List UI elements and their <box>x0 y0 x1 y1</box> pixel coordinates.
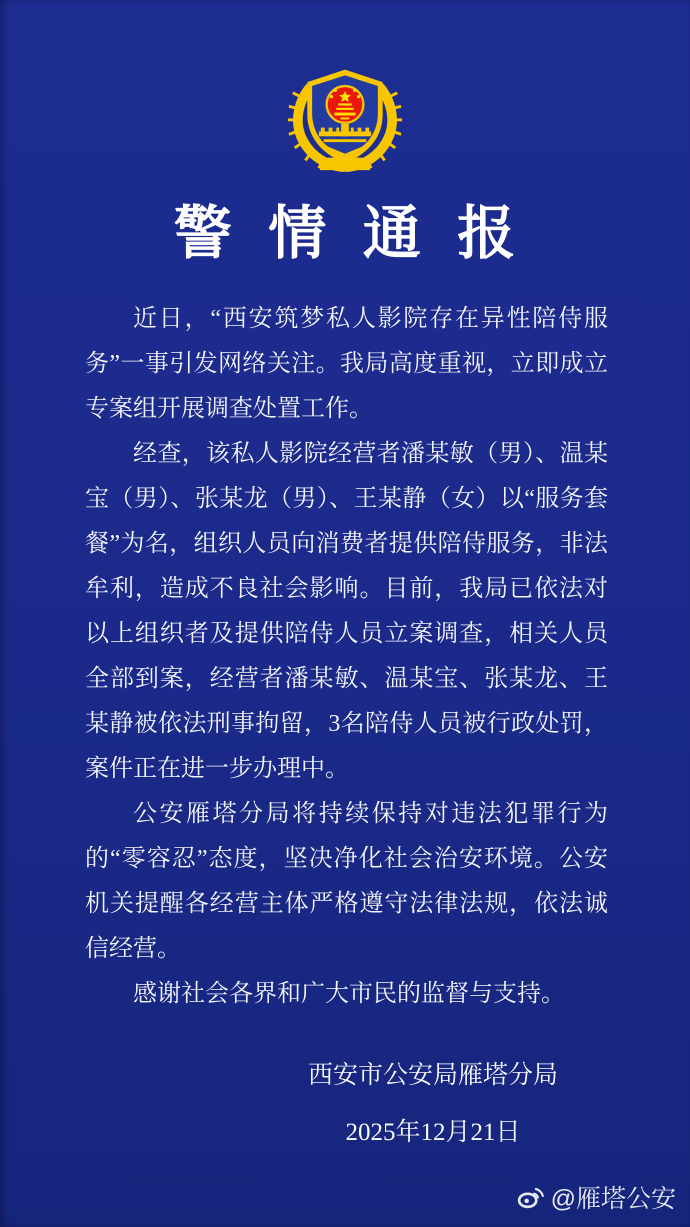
police-badge-emblem <box>287 0 403 174</box>
weibo-icon <box>517 1184 544 1211</box>
weibo-watermark <box>517 1179 676 1215</box>
notice-body <box>85 297 608 1017</box>
notice-paragraph-2: 经查，该私人影院经营者潘某敏（男）、温某宝（男）、张某龙（男）、王某静（女）以“服务套餐”为名，组织人员向消费者提供陪侍服务，非法牟利，造成不良社会影响。目前，我局已依法对以上组织者及提供陪侍人员立案调查，相关人员全部到案，经营者潘某敏、温某宝、张某龙、王某静被依法刑事拘留，3名陪侍人员被行政处罚，案件正在进一步办理中。 <box>85 441 608 782</box>
signature-block <box>250 1053 616 1155</box>
signature-agency: 西安市公安局雁塔分局 <box>307 1062 558 1089</box>
notice-paragraph-1: 近日，“西安筑梦私人影院存在异性陪侍服务”一事引发网络关注。我局高度重视，立即成立专案组开展调查处置工作。 <box>85 306 608 422</box>
national-emblem <box>327 86 364 123</box>
notice-paragraph-3: 公安雁塔分局将持续保持对违法犯罪行为的“零容忍”态度，坚决净化社会治安环境。公安机关提醒各经营主体严格遵守法律法规，依法诚信经营。 <box>85 801 608 962</box>
police-badge-icon <box>287 58 403 174</box>
weibo-handle: @雁塔公安 <box>550 1185 676 1213</box>
signature-date: 2025年12月21日 <box>345 1119 521 1146</box>
notice-paragraph-4: 感谢社会各界和广大市民的监督与支持。 <box>133 981 565 1007</box>
notice-title: 警 情 通 报 <box>173 201 517 266</box>
